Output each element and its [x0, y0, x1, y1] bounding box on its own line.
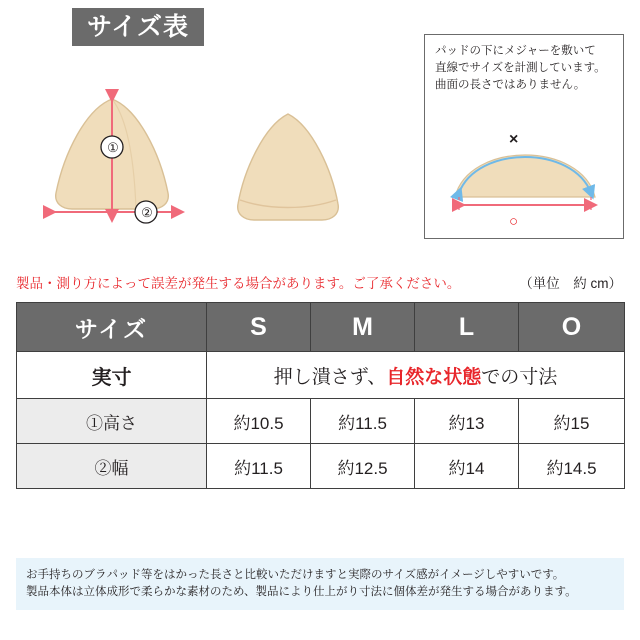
marker-height: ① [107, 140, 119, 155]
note-line-3: 曲面の長さではありません。 [435, 79, 586, 91]
footer-line-2: 製品本体は立体成形で柔らかな素材のため、製品により仕上がり寸法に個体差が発生する場合があります。 [26, 586, 577, 598]
header-cell-o: O [519, 303, 625, 352]
note-line-1: パッドの下にメジャーを敷いて [435, 45, 596, 57]
footer-line-1: お手持ちのブラパッド等をはかった長さと比較いただけますと実際のサイズ感がイメージしやすいです。 [26, 569, 565, 581]
pad-illustrations [0, 50, 420, 255]
row-label-width: ②幅 [17, 444, 207, 489]
caption-row [16, 272, 626, 294]
note-figure-icon [433, 101, 617, 229]
measurement-note-box [424, 34, 624, 239]
cell-width-l: 約14 [415, 444, 519, 489]
header-cell-s: S [207, 303, 311, 352]
table-row [17, 399, 625, 444]
header-cell-size: サイズ [17, 303, 207, 352]
row-actual-description [207, 352, 625, 399]
measurement-arrows [0, 50, 420, 255]
cell-width-o: 約14.5 [519, 444, 625, 489]
caption-unit: （単位 約 cm） [519, 276, 622, 291]
actual-text-red: 自然な状態 [386, 366, 482, 388]
cell-width-s: 約11.5 [207, 444, 311, 489]
row-label-height: ①高さ [17, 399, 207, 444]
actual-text-after: での寸法 [481, 366, 558, 388]
cell-height-o: 約15 [519, 399, 625, 444]
row-label-actual: 実寸 [17, 352, 207, 399]
note-text [435, 43, 617, 94]
table-row-actual [17, 352, 625, 399]
actual-text-before: 押し潰さず、 [273, 366, 387, 388]
page-title-bar [72, 8, 204, 46]
table-header-row [17, 303, 625, 352]
size-table [16, 302, 625, 489]
caption-disclaimer: 製品・測り方によって誤差が発生する場合があります。ご了承ください。 [16, 276, 461, 291]
cell-height-l: 約13 [415, 399, 519, 444]
note-line-2: 直線でサイズを計測しています。 [435, 62, 606, 74]
footer-note [16, 558, 624, 610]
header-cell-l: L [415, 303, 519, 352]
cell-width-m: 約12.5 [311, 444, 415, 489]
cell-height-m: 約11.5 [311, 399, 415, 444]
header-cell-m: M [311, 303, 415, 352]
table-row [17, 444, 625, 489]
page-title: サイズ表 [86, 13, 189, 41]
cross-icon: × [509, 131, 519, 148]
circle-icon: ○ [509, 213, 519, 230]
marker-width: ② [141, 205, 153, 220]
cell-height-s: 約10.5 [207, 399, 311, 444]
